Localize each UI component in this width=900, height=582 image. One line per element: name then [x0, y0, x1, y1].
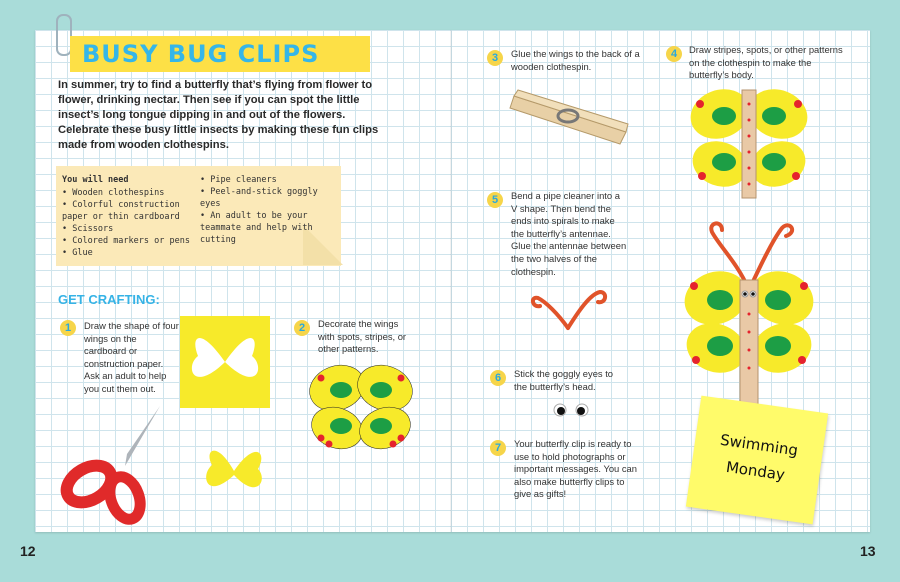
- sticky-note-line-1: Swimming: [719, 430, 800, 460]
- section-heading: GET CRAFTING:: [58, 292, 160, 307]
- butterfly-body-illustration: [686, 84, 812, 200]
- step-number: 1: [60, 320, 76, 336]
- material-item: • Wooden clothespins: [62, 187, 190, 199]
- sticky-note-line-2: Monday: [724, 457, 787, 484]
- material-item: • Colorful construction paper or thin cardboard: [62, 199, 190, 223]
- page-number-right: 13: [860, 543, 876, 559]
- step-3-text: Glue the wings to the back of a wooden clothespin.: [511, 48, 640, 72]
- pipe-cleaner-antennae: [528, 284, 610, 334]
- intro-paragraph: In summer, try to find a butterfly that’s flying from flower to flower, drinking nectar. Then see if you can spot the little insect’s long tongue dipping in and out of the flowers. Celebrate these busy little insects by making these fun clips made from wooden clothespins.: [58, 79, 379, 151]
- sticky-note-text: [690, 423, 824, 492]
- materials-column-2: [200, 174, 340, 246]
- wing-template-illustration: [180, 316, 270, 408]
- page-gutter: [450, 30, 452, 532]
- materials-column-1: [62, 174, 190, 259]
- sticky-note: [686, 396, 828, 525]
- finished-butterfly-clip: [678, 214, 820, 414]
- material-item: • Colored markers or pens: [62, 235, 190, 247]
- material-item: • Scissors: [62, 223, 190, 235]
- step-number: 4: [666, 46, 682, 62]
- page-title: BUSY BUG CLIPS: [82, 40, 320, 68]
- step-1-text: Draw the shape of four wings on the cardboard or construction paper. Ask an adult to help you cut them out.: [84, 320, 179, 394]
- page-number-left: 12: [20, 543, 36, 559]
- material-item: • An adult to be your teammate and help with cutting: [200, 210, 340, 246]
- goggly-eyes: [552, 402, 592, 418]
- step-number: 6: [490, 370, 506, 386]
- cut-wing-illustration: [198, 435, 270, 507]
- step-6-text: Stick the goggly eyes to the butterfly’s head.: [514, 368, 614, 392]
- decorated-wings-illustration: [305, 362, 417, 452]
- step-7-text: Your butterfly clip is ready to use to hold photographs or important messages. You can also make butterfly clips to give as gifts!: [514, 438, 637, 500]
- step-4-text: Draw stripes, spots, or other patterns on the clothespin to make the butterfly’s body.: [689, 44, 843, 81]
- scissors-illustration: [55, 396, 185, 526]
- step-number: 5: [487, 192, 503, 208]
- step-number: 3: [487, 50, 503, 66]
- step-5-text: Bend a pipe cleaner into a V shape. Then bend the ends into spirals to make the butterfly’s antennae. Glue the antennae between the two halves of the clothespin.: [511, 190, 627, 277]
- step-number: 7: [490, 440, 506, 456]
- step-2-text: Decorate the wings with spots, stripes, or other patterns.: [318, 318, 407, 355]
- clothespin-illustration: [510, 88, 630, 152]
- material-item: • Pipe cleaners: [200, 174, 340, 186]
- material-item: • Glue: [62, 247, 190, 259]
- step-number: 2: [294, 320, 310, 336]
- material-item: • Peel-and-stick goggly eyes: [200, 186, 340, 210]
- materials-heading: You will need: [62, 175, 129, 185]
